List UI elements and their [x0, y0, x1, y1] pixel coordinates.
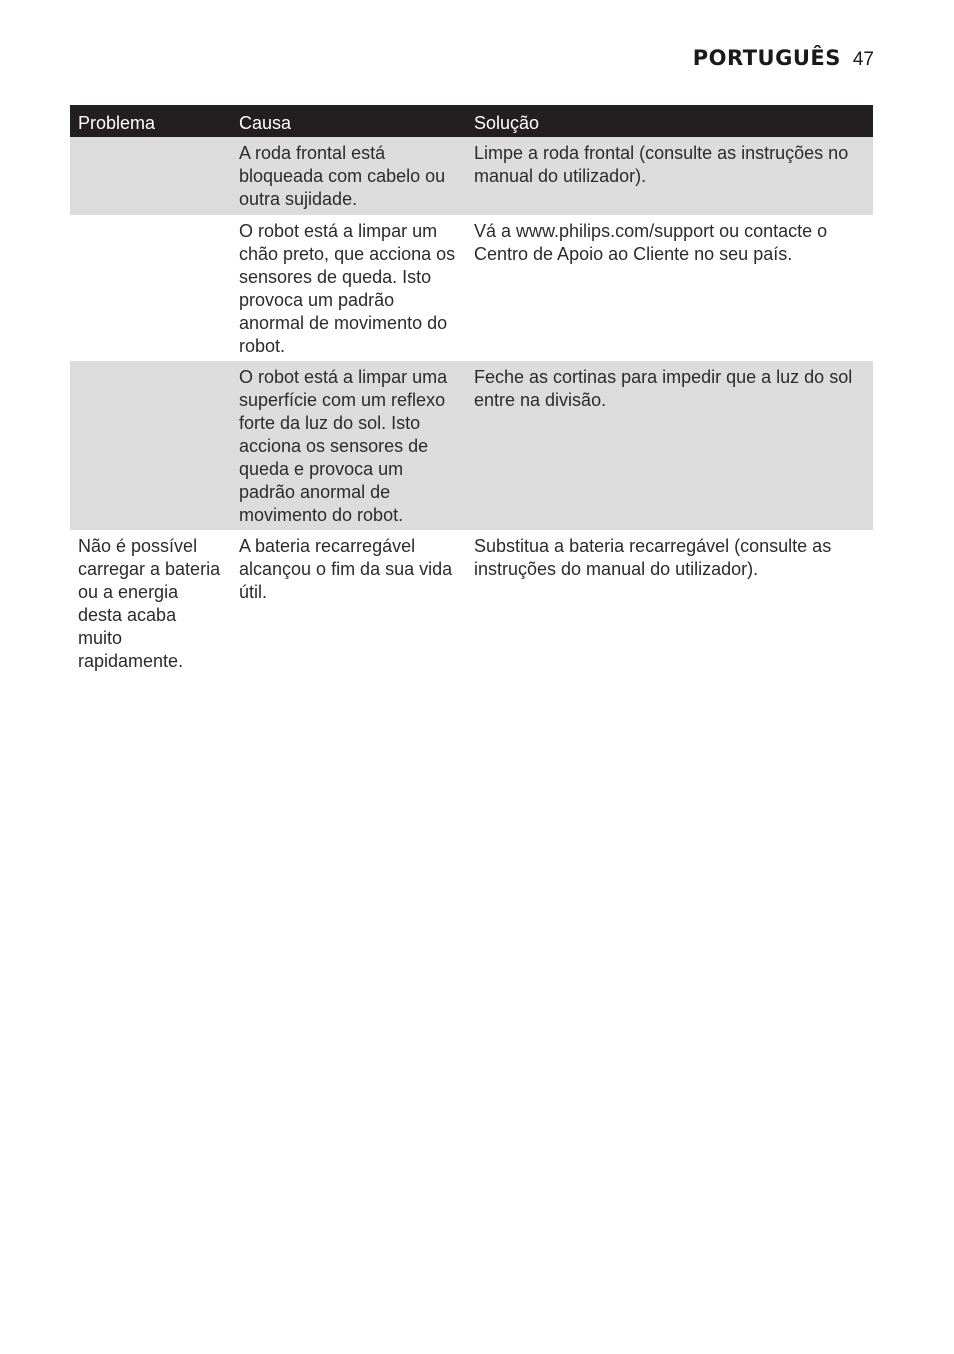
cell-solucao: Feche as cortinas para impedir que a luz do sol entre na divisão. — [474, 367, 853, 410]
cell-causa: A roda frontal está bloqueada com cabelo ou outra sujidade. — [239, 143, 446, 209]
cell-problema — [70, 137, 231, 215]
cell-solucao: Limpe a roda frontal (consulte as instruções no manual do utilizador). — [474, 143, 849, 186]
cell-problema: Não é possível carregar a bateria ou a energia desta acaba muito rapidamente. — [78, 536, 221, 671]
column-header-problema: Problema — [78, 112, 156, 133]
cell-causa: A bateria recarregável alcançou o fim da sua vida útil. — [239, 536, 453, 602]
cell-solucao: Substitua a bateria recarregável (consulte as instruções do manual do utilizador). — [474, 536, 832, 579]
table-row — [70, 215, 873, 361]
language-title: PORTUGUÊS — [692, 46, 841, 70]
column-header-solucao: Solução — [474, 112, 540, 133]
page-header — [693, 46, 874, 71]
cell-problema — [70, 215, 231, 361]
cell-causa: O robot está a limpar um chão preto, que acciona os sensores de queda. Isto provoca um padrão anormal de movimento do robot. — [239, 221, 456, 356]
cell-causa: O robot está a limpar uma superfície com um reflexo forte da luz do sol. Isto acciona os sensores de queda e provoca um padrão anormal de movimento do robot. — [239, 367, 448, 525]
table-header-row — [70, 105, 873, 137]
troubleshooting-table — [70, 105, 873, 676]
table-row — [70, 530, 873, 676]
cell-problema — [70, 361, 231, 530]
cell-solucao: Vá a www.philips.com/support ou contacte o Centro de Apoio ao Cliente no seu país. — [474, 221, 828, 264]
table-row — [70, 137, 873, 215]
column-header-causa: Causa — [239, 112, 292, 133]
page-number: 47 — [852, 49, 874, 70]
table-row — [70, 361, 873, 530]
